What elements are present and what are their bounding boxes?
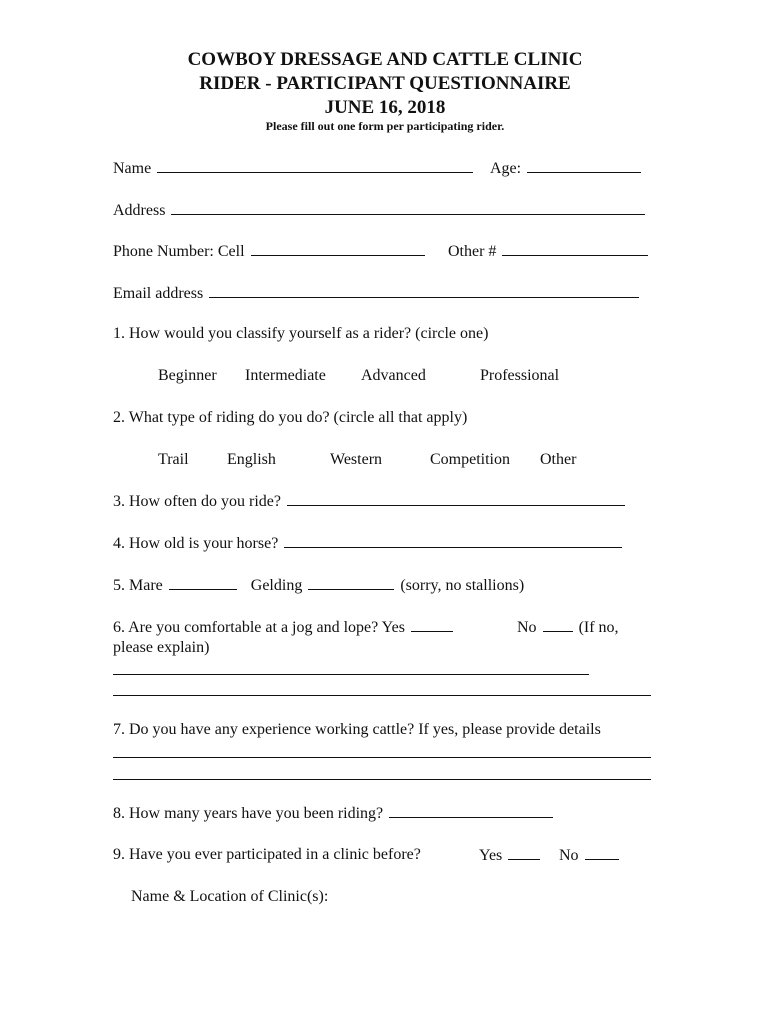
q6-explain-line-2[interactable]: [113, 695, 651, 696]
question-4: 4. How old is your horse?: [113, 535, 279, 552]
form-instruction: Please fill out one form per participating rider.: [265, 119, 505, 133]
q1-option-intermediate[interactable]: Intermediate: [245, 367, 326, 384]
question-5-mare: 5. Mare: [113, 577, 163, 594]
q9-yes-field[interactable]: [508, 845, 540, 860]
form-date: JUNE 16, 2018: [324, 97, 446, 118]
other-phone-field[interactable]: [502, 241, 648, 256]
age-label: Age:: [490, 160, 522, 177]
question-6-no-row: [517, 617, 619, 638]
q2-option-trail[interactable]: Trail: [158, 451, 189, 468]
question-6-line2: please explain): [113, 639, 210, 656]
email-row: [113, 283, 639, 304]
question-6: 6. Are you comfortable at a jog and lope? Yes: [113, 619, 405, 636]
q6-if-no: (If no,: [578, 619, 619, 636]
email-field[interactable]: [209, 283, 639, 298]
years-riding-field[interactable]: [389, 803, 553, 818]
question-6-row: [113, 617, 453, 638]
name-field[interactable]: [157, 158, 473, 173]
other-phone-label: Other #: [448, 243, 497, 260]
q1-option-professional[interactable]: Professional: [480, 367, 560, 384]
q7-details-line-1[interactable]: [113, 757, 651, 758]
gelding-field[interactable]: [308, 575, 394, 590]
q2-option-other[interactable]: Other: [540, 451, 577, 468]
q2-option-western[interactable]: Western: [330, 451, 383, 468]
question-5-row: [113, 575, 524, 596]
mare-field[interactable]: [169, 575, 237, 590]
phone-row: [113, 241, 425, 262]
email-label: Email address: [113, 285, 204, 302]
address-row: [113, 200, 645, 221]
horse-age-field[interactable]: [284, 533, 622, 548]
age-row: [490, 158, 641, 179]
question-5-gelding: Gelding: [250, 577, 303, 594]
question-5-note: (sorry, no stallions): [400, 577, 525, 594]
q9-yes-label: Yes: [479, 847, 503, 864]
q9-no-row: [559, 845, 619, 866]
q6-no-label: No: [517, 619, 537, 636]
name-label: Name: [113, 160, 152, 177]
address-label: Address: [113, 202, 166, 219]
q6-explain-line-1[interactable]: [113, 674, 589, 675]
question-8: 8. How many years have you been riding?: [113, 805, 384, 822]
question-1: 1. How would you classify yourself as a rider? (circle one): [113, 325, 489, 342]
question-7: 7. Do you have any experience working cattle? If yes, please provide details: [113, 721, 601, 738]
clinic-location-label: Name & Location of Clinic(s):: [131, 888, 329, 905]
q1-option-advanced[interactable]: Advanced: [361, 367, 426, 384]
question-3: 3. How often do you ride?: [113, 493, 281, 510]
q9-yes-row: [479, 845, 540, 866]
question-9: 9. Have you ever participated in a clinic before?: [113, 846, 421, 863]
q7-details-line-2[interactable]: [113, 779, 651, 780]
q2-option-english[interactable]: English: [227, 451, 276, 468]
q6-yes-field[interactable]: [411, 617, 453, 632]
age-field[interactable]: [527, 158, 641, 173]
other-phone-row: [448, 241, 648, 262]
question-8-row: [113, 803, 553, 824]
q9-no-label: No: [559, 847, 579, 864]
cell-phone-field[interactable]: [251, 241, 425, 256]
question-9-row: [113, 845, 421, 865]
address-field[interactable]: [171, 200, 645, 215]
q1-option-beginner[interactable]: Beginner: [158, 367, 217, 384]
form-title-line1: COWBOY DRESSAGE AND CATTLE CLINIC: [187, 49, 583, 70]
form-title-line2: RIDER - PARTICIPANT QUESTIONNAIRE: [199, 73, 571, 94]
question-3-row: [113, 491, 625, 512]
name-row: [113, 158, 473, 179]
ride-frequency-field[interactable]: [287, 491, 625, 506]
q6-no-field[interactable]: [543, 617, 573, 632]
question-2: 2. What type of riding do you do? (circle all that apply): [113, 409, 468, 426]
phone-label: Phone Number: Cell: [113, 243, 245, 260]
q2-option-competition[interactable]: Competition: [430, 451, 510, 468]
q9-no-field[interactable]: [585, 845, 619, 860]
question-4-row: [113, 533, 622, 554]
